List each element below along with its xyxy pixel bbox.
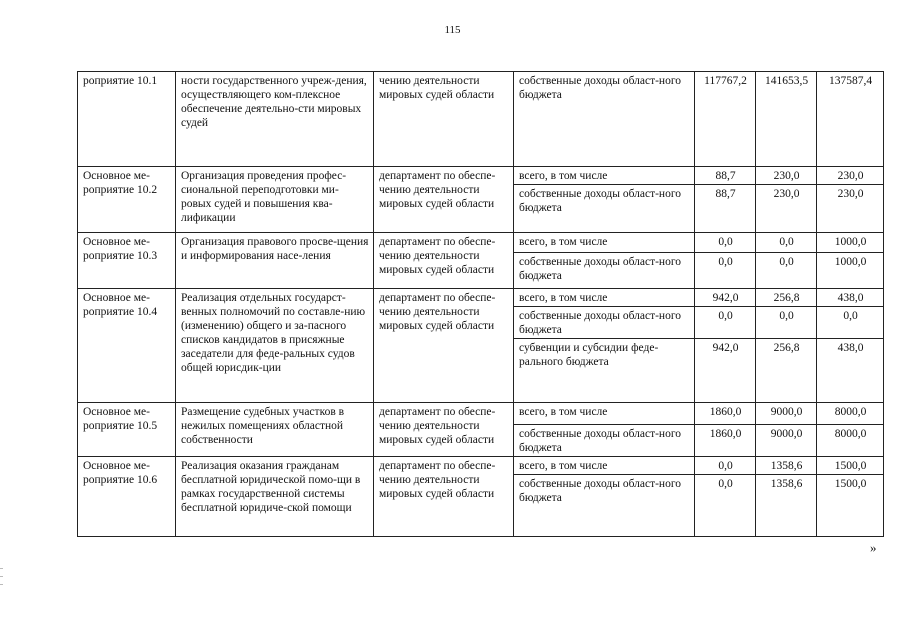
funding-source-cell: всего, в том числе [514,457,695,475]
executor-cell: департамент по обеспе-чению деятельности мировых судей области [374,167,514,233]
value-cell-year-3: 438,0 [817,339,884,403]
measure-cell: Основное ме-роприятие 10.2 [78,167,176,233]
value-cell-year-2: 141653,5 [756,72,817,167]
funding-source-cell: собственные доходы област-ного бюджета [514,475,695,537]
executor-cell: департамент по обеспе-чению деятельности мировых судей области [374,289,514,403]
value-cell-year-1: 88,7 [695,185,756,233]
funding-source-cell: собственные доходы област-ного бюджета [514,425,695,457]
value-cell-year-2: 9000,0 [756,425,817,457]
value-cell-year-3: 8000,0 [817,425,884,457]
executor-cell: департамент по обеспе-чению деятельности мировых судей области [374,233,514,289]
value-cell-year-2: 1358,6 [756,457,817,475]
value-cell-year-1: 0,0 [695,233,756,253]
value-cell-year-1: 117767,2 [695,72,756,167]
measure-name-cell: Организация проведения профес-сиональной переподготовки ми-ровых судей и повышения ква-лификации [176,167,374,233]
value-cell-year-3: 230,0 [817,167,884,185]
value-cell-year-1: 1860,0 [695,403,756,425]
value-cell-year-3: 1000,0 [817,233,884,253]
value-cell-year-2: 256,8 [756,289,817,307]
value-cell-year-1: 0,0 [695,253,756,289]
value-cell-year-3: 1500,0 [817,475,884,537]
value-cell-year-2: 230,0 [756,167,817,185]
scan-edge-mark [0,576,3,577]
value-cell-year-3: 230,0 [817,185,884,233]
scan-edge-mark [0,568,3,569]
funding-source-cell: всего, в том числе [514,403,695,425]
value-cell-year-2: 0,0 [756,253,817,289]
value-cell-year-2: 256,8 [756,339,817,403]
measure-cell: Основное ме-роприятие 10.4 [78,289,176,403]
table-row [78,167,884,185]
measure-name-cell: Реализация отдельных государст-венных полномочий по составле-нию (изменению) общего и за-пасного списков кандидатов в присяжные заседатели для феде-ральных судов общей юрисдик-ции [176,289,374,403]
value-cell-year-2: 0,0 [756,233,817,253]
executor-cell: департамент по обеспе-чению деятельности мировых судей области [374,403,514,457]
table-row [78,72,884,167]
value-cell-year-2: 0,0 [756,307,817,339]
value-cell-year-1: 1860,0 [695,425,756,457]
value-cell-year-1: 88,7 [695,167,756,185]
executor-cell: чению деятельности мировых судей области [374,72,514,167]
value-cell-year-1: 0,0 [695,307,756,339]
page-number: 115 [444,24,461,36]
funding-source-cell: собственные доходы област-ного бюджета [514,307,695,339]
value-cell-year-2: 1358,6 [756,475,817,537]
scan-edge-mark [0,584,3,585]
table-row [78,233,884,253]
funding-source-cell: собственные доходы област-ного бюджета [514,253,695,289]
measure-name-cell: ности государственного учреж-дения, осуществляющего ком-плексное обеспечение деятельно-сти мировых судей [176,72,374,167]
table-row [78,289,884,307]
value-cell-year-1: 942,0 [695,339,756,403]
value-cell-year-3: 438,0 [817,289,884,307]
closing-quote: » [870,540,877,555]
funding-source-cell: всего, в том числе [514,167,695,185]
value-cell-year-3: 0,0 [817,307,884,339]
measure-cell: Основное ме-роприятие 10.3 [78,233,176,289]
value-cell-year-3: 137587,4 [817,72,884,167]
value-cell-year-3: 1500,0 [817,457,884,475]
budget-table [77,71,884,537]
measure-name-cell: Организация правового просве-щения и информирования насе-ления [176,233,374,289]
table-row [78,457,884,475]
funding-source-cell: собственные доходы област-ного бюджета [514,72,695,167]
measure-name-cell: Реализация оказания гражданам бесплатной юридической помо-щи в рамках государственной системы бесплатной юридиче-ской помощи [176,457,374,537]
value-cell-year-3: 1000,0 [817,253,884,289]
value-cell-year-1: 0,0 [695,457,756,475]
value-cell-year-3: 8000,0 [817,403,884,425]
measure-name-cell: Размещение судебных участков в нежилых помещениях областной собственности [176,403,374,457]
funding-source-cell: субвенции и субсидии феде-рального бюджета [514,339,695,403]
value-cell-year-2: 230,0 [756,185,817,233]
executor-cell: департамент по обеспе-чению деятельности мировых судей области [374,457,514,537]
value-cell-year-2: 9000,0 [756,403,817,425]
value-cell-year-1: 942,0 [695,289,756,307]
measure-cell: роприятие 10.1 [78,72,176,167]
table-row [78,403,884,425]
funding-source-cell: всего, в том числе [514,289,695,307]
measure-cell: Основное ме-роприятие 10.6 [78,457,176,537]
funding-source-cell: собственные доходы област-ного бюджета [514,185,695,233]
measure-cell: Основное ме-роприятие 10.5 [78,403,176,457]
funding-source-cell: всего, в том числе [514,233,695,253]
value-cell-year-1: 0,0 [695,475,756,537]
